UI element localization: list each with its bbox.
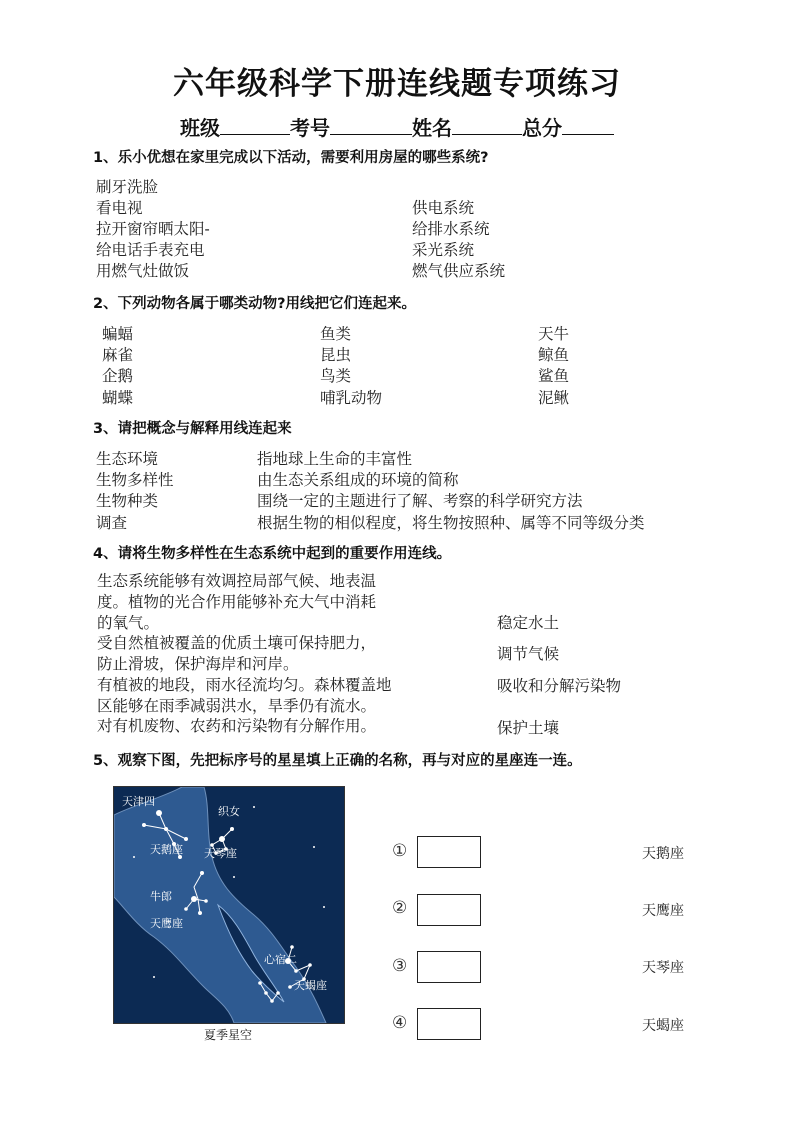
q4-role: 吸收和分解污染物	[497, 677, 622, 695]
map-label: 天鹅座	[150, 843, 183, 856]
q3-explanation: 根据生物的相似程度，将生物按照种、属等不同等级分类	[257, 514, 645, 532]
q4-role: 调节气候	[497, 645, 560, 663]
page-title: 六年级科学下册连线题专项练习	[173, 66, 621, 102]
exam-no-blank[interactable]	[330, 116, 412, 135]
map-caption: 夏季星空	[203, 1028, 252, 1042]
q2-animal-right: 鲨鱼	[538, 367, 570, 385]
q1-system: 给排水系统	[412, 220, 490, 238]
q1-activity: 拉开窗帘晒太阳-	[96, 220, 210, 238]
map-label: 织女	[218, 805, 240, 818]
q1-activity: 看电视	[96, 199, 143, 217]
name-blank[interactable]	[452, 116, 522, 135]
question-2: 2、下列动物各属于哪类动物?用线把它们连起来。	[93, 296, 416, 312]
q3-concept: 生态环境	[96, 450, 159, 468]
answer-box-1[interactable]	[417, 836, 481, 868]
number-marker: ③	[392, 956, 408, 976]
answer-box-3[interactable]	[417, 951, 481, 983]
question-4: 4、请将生物多样性在生态系统中起到的重要作用连线。	[93, 546, 452, 562]
q2-category: 鸟类	[320, 367, 352, 385]
q4-role: 保护土壤	[497, 719, 560, 737]
answer-box-4[interactable]	[417, 1008, 481, 1040]
q3-explanation: 指地球上生命的丰富性	[257, 450, 413, 468]
q2-animal-right: 鲸鱼	[538, 346, 570, 364]
q2-category: 哺乳动物	[320, 389, 383, 407]
question-3: 3、请把概念与解释用线连起来	[93, 421, 292, 437]
q2-animal: 企鹅	[102, 367, 134, 385]
map-label: 天琴座	[204, 847, 237, 860]
q4-paragraph: 对有机废物、农药和污染物有分解作用。	[97, 717, 377, 735]
q2-animal: 蝴蝶	[102, 389, 134, 407]
number-marker: ④	[392, 1013, 408, 1033]
q3-concept: 生物多样性	[96, 471, 174, 489]
q2-animal-right: 泥鳅	[538, 389, 570, 407]
q4-role: 稳定水土	[497, 614, 560, 632]
q4-paragraph: 受自然植被覆盖的优质土壤可保持肥力， 防止滑坡，保护海岸和河岸。	[97, 634, 377, 673]
class-blank[interactable]	[220, 116, 290, 135]
score-label: 总分	[522, 116, 562, 140]
q2-animal: 麻雀	[102, 346, 134, 364]
q1-activity: 给电话手表充电	[96, 241, 205, 259]
map-label: 天蝎座	[294, 979, 327, 992]
constellation-label: 天鹅座	[642, 846, 684, 862]
map-label: 牛郎	[150, 890, 172, 903]
q1-system: 供电系统	[412, 199, 475, 217]
q2-category: 昆虫	[320, 346, 352, 364]
constellation-label: 天蝎座	[642, 1018, 684, 1034]
q1-system: 燃气供应系统	[412, 262, 506, 280]
number-marker: ①	[392, 841, 408, 861]
q3-concept: 调查	[96, 514, 128, 532]
q2-animal: 蝙蝠	[102, 325, 134, 343]
q2-animal-right: 天牛	[538, 325, 570, 343]
student-info-line	[0, 112, 794, 141]
q4-paragraph: 有植被的地段，雨水径流均匀。森林覆盖地 区能够在雨季减弱洪水，旱季仍有流水。	[97, 676, 392, 715]
question-5: 5、观察下图，先把标序号的星星填上正确的名称，再与对应的星座连一连。	[93, 753, 582, 769]
map-label: 天鹰座	[150, 917, 183, 930]
q4-paragraph: 生态系统能够有效调控局部气候、地表温 度。植物的光合作用能够补充大气中消耗 的氧气。	[97, 572, 377, 632]
q1-activity: 刷牙洗脸	[96, 178, 159, 196]
q1-system: 采光系统	[412, 241, 475, 259]
q1-activity: 用燃气灶做饭	[96, 262, 190, 280]
name-label: 姓名	[412, 116, 452, 140]
number-marker: ②	[392, 898, 408, 918]
constellation-label: 天鹰座	[642, 903, 684, 919]
answer-box-2[interactable]	[417, 894, 481, 926]
summer-sky-map	[113, 786, 345, 1024]
exam-no-label: 考号	[290, 116, 330, 140]
q3-concept: 生物种类	[96, 492, 159, 510]
q2-category: 鱼类	[320, 325, 352, 343]
class-label: 班级	[180, 116, 220, 140]
star-map-svg	[114, 787, 344, 1023]
q3-explanation: 围绕一定的主题进行了解、考察的科学研究方法	[257, 492, 583, 510]
map-label: 天津四	[122, 795, 155, 808]
constellation-label: 天琴座	[642, 960, 684, 976]
map-label: 心宿二	[264, 953, 297, 966]
q3-explanation: 由生态关系组成的环境的简称	[257, 471, 459, 489]
score-blank[interactable]	[562, 116, 614, 135]
question-1: 1、乐小优想在家里完成以下活动，需要利用房屋的哪些系统?	[93, 150, 489, 166]
